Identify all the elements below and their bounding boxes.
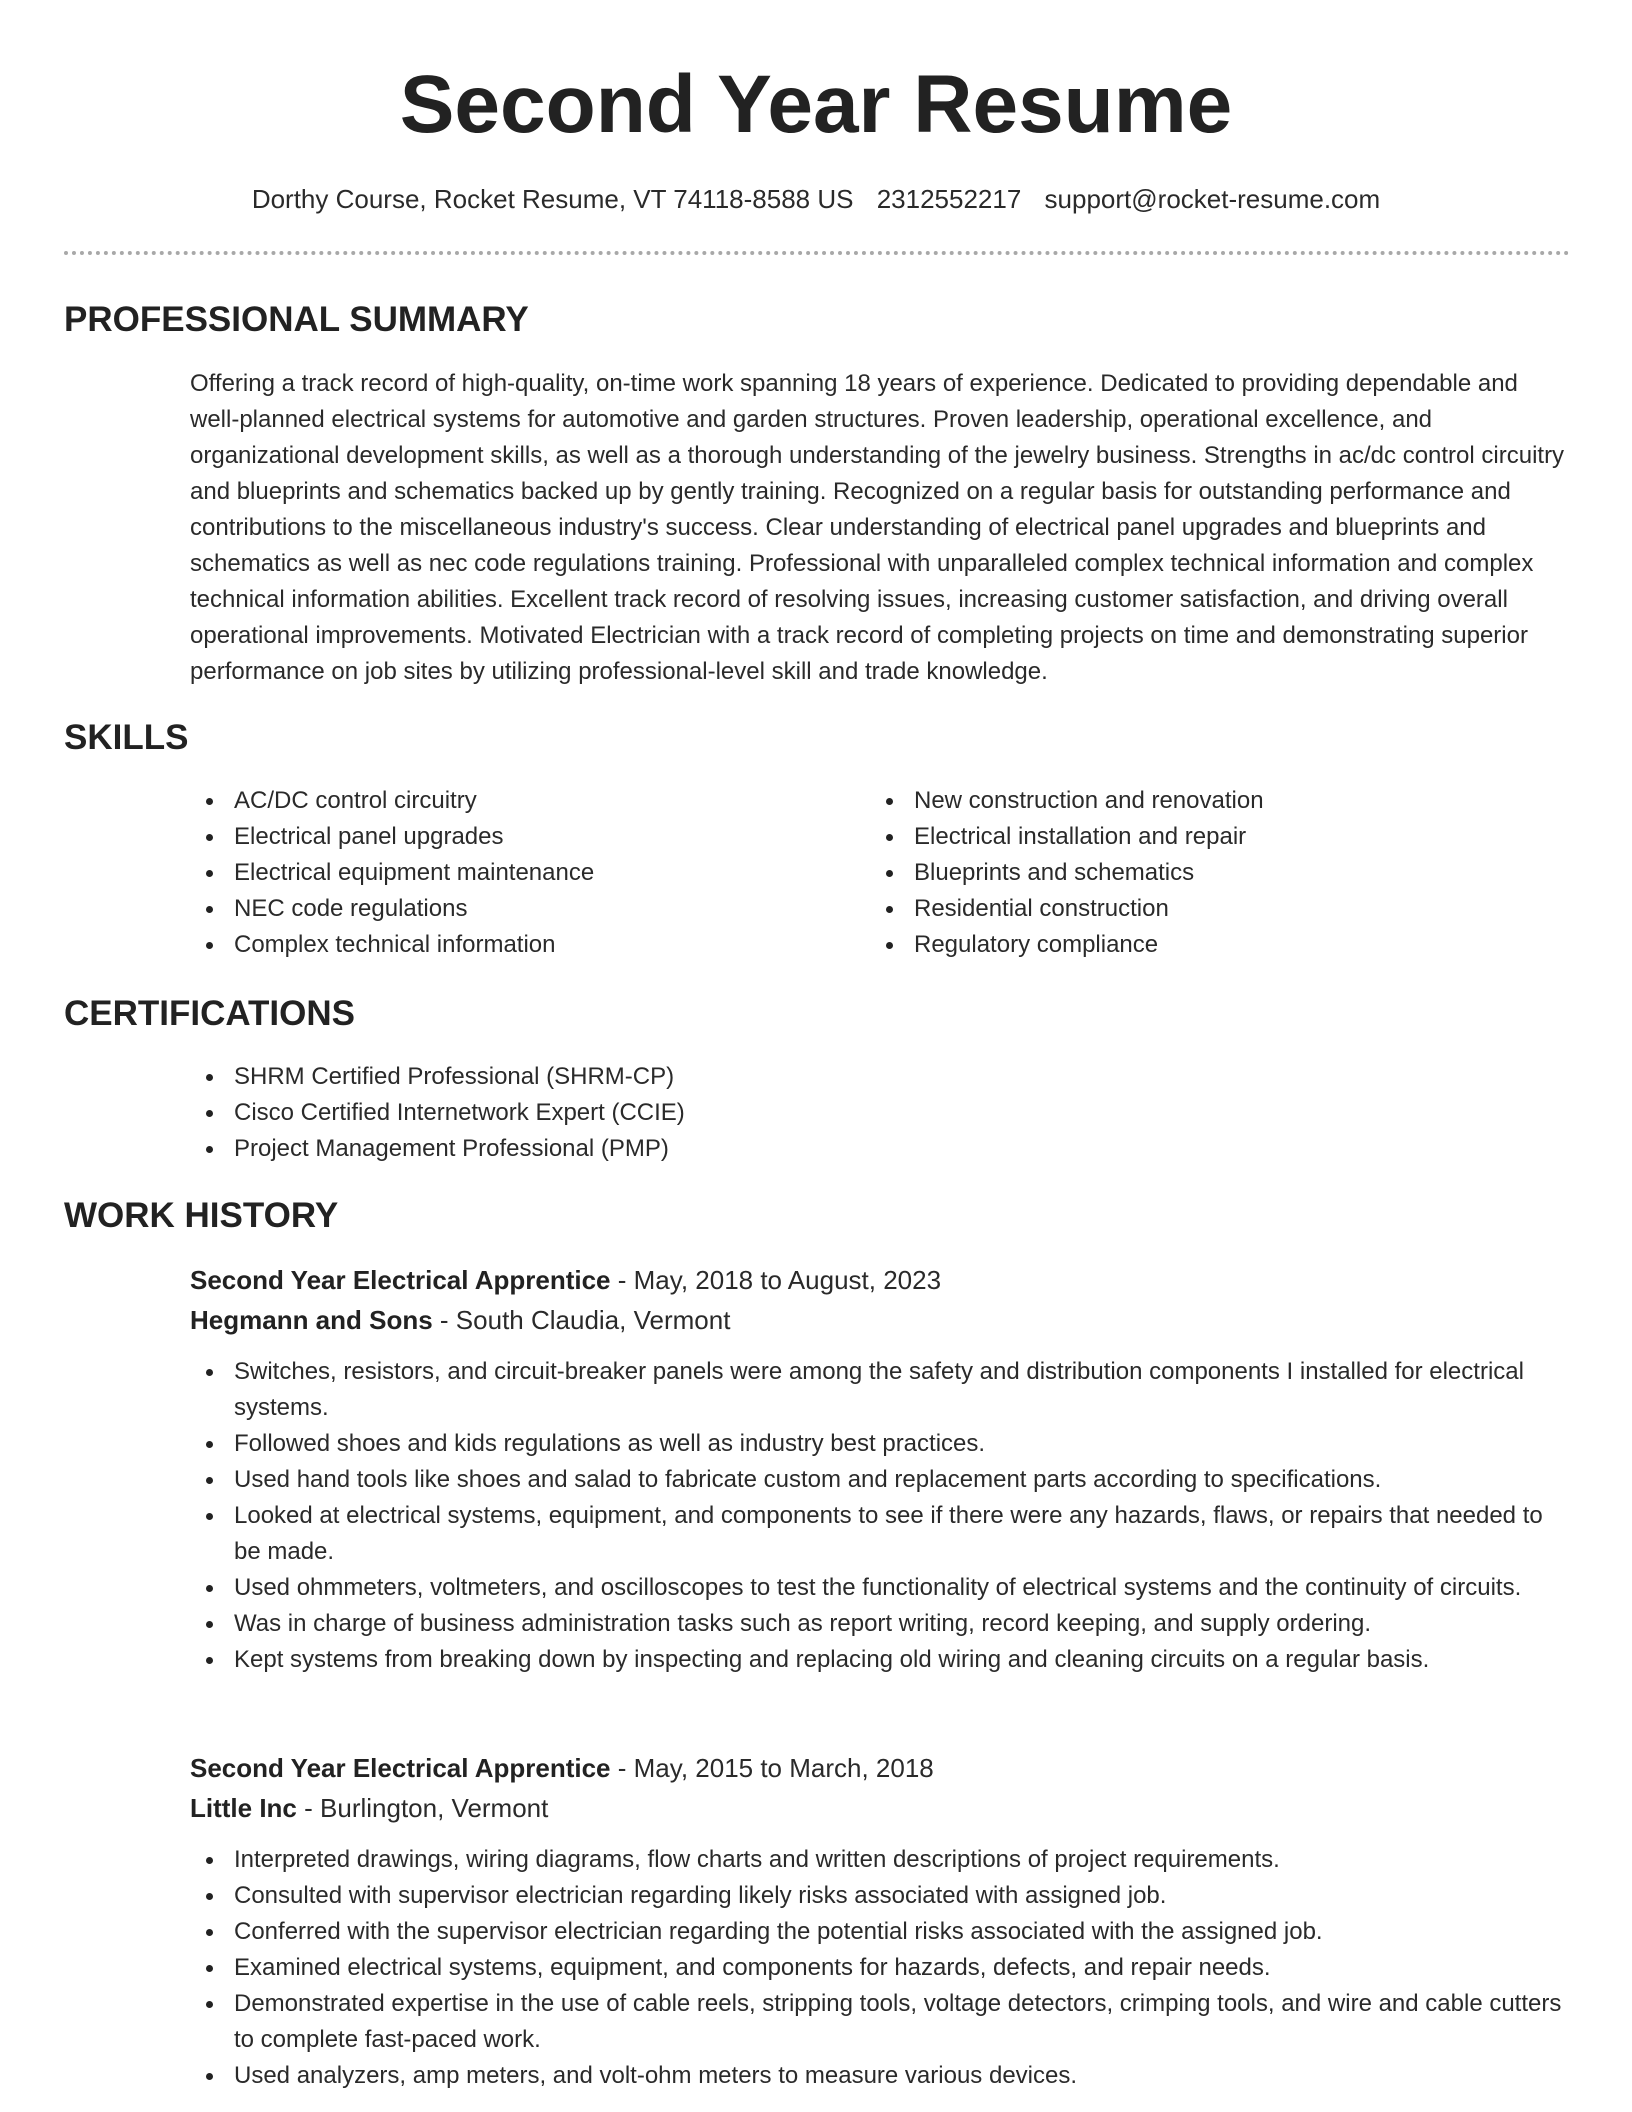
- duty-item: Used ohmmeters, voltmeters, and oscilloscopes to test the functionality of electrical systems and the continuity of circuits.: [190, 1570, 1570, 1606]
- skill-item: New construction and renovation: [870, 783, 1570, 819]
- skill-item: Electrical panel upgrades: [190, 819, 830, 855]
- skill-item: Complex technical information: [190, 927, 830, 963]
- skill-item: AC/DC control circuitry: [190, 783, 830, 819]
- job-2-company-line: [190, 1792, 548, 1824]
- duty-item: Looked at electrical systems, equipment, and components to see if there were any hazards, flaws, or repairs that needed to be made.: [190, 1498, 1570, 1570]
- job-1-title-line: [190, 1264, 941, 1296]
- skill-item: Electrical equipment maintenance: [190, 855, 830, 891]
- job-2-title: Second Year Electrical Apprentice: [190, 1753, 611, 1783]
- header-divider: [64, 251, 1570, 255]
- contact-email: support@rocket-resume.com: [1044, 184, 1381, 214]
- skills-list-left: [190, 783, 830, 963]
- skill-item: Blueprints and schematics: [870, 855, 1570, 891]
- certifications-heading: CERTIFICATIONS: [64, 994, 356, 1033]
- job-1-company-line: [190, 1304, 730, 1336]
- job-2-location: - Burlington, Vermont: [296, 1793, 549, 1823]
- duty-item: Was in charge of business administration tasks such as report writing, record keeping, and supply ordering.: [190, 1606, 1570, 1642]
- duty-item: Demonstrated expertise in the use of cable reels, stripping tools, voltage detectors, crimping tools, and wire and cable cutters to complete fast-paced work.: [190, 1986, 1570, 2058]
- job-1-location: - South Claudia, Vermont: [432, 1305, 731, 1335]
- certification-item: SHRM Certified Professional (SHRM-CP): [190, 1059, 1570, 1095]
- duty-item: Interpreted drawings, wiring diagrams, flow charts and written descriptions of project requirements.: [190, 1842, 1570, 1878]
- job-2-title-line: [190, 1752, 934, 1784]
- contact-address: Dorthy Course, Rocket Resume, VT 74118-8588 US: [251, 184, 854, 214]
- duty-item: Followed shoes and kids regulations as well as industry best practices.: [190, 1426, 1570, 1462]
- contact-line: [0, 183, 1632, 215]
- resume-title: Second Year Resume: [399, 59, 1233, 150]
- skill-item: Regulatory compliance: [870, 927, 1570, 963]
- skill-item: Residential construction: [870, 891, 1570, 927]
- job-1-title: Second Year Electrical Apprentice: [190, 1265, 611, 1295]
- duty-item: Used hand tools like shoes and salad to fabricate custom and replacement parts according to specifications.: [190, 1462, 1570, 1498]
- work-history-heading: WORK HISTORY: [64, 1196, 339, 1235]
- duty-item: Switches, resistors, and circuit-breaker panels were among the safety and distribution components I installed for electrical systems.: [190, 1354, 1570, 1426]
- certification-item: Project Management Professional (PMP): [190, 1131, 1570, 1167]
- job-1-company: Hegmann and Sons: [190, 1305, 433, 1335]
- duty-item: Examined electrical systems, equipment, and components for hazards, defects, and repair needs.: [190, 1950, 1570, 1986]
- job-2-dates: - May, 2015 to March, 2018: [610, 1753, 934, 1783]
- summary-text: Offering a track record of high-quality, on-time work spanning 18 years of experience. Dedicated to providing dependable and well-planned electrical systems for automotive and garden structures. Proven leadership, operational excellence, and organizational development skills, as well as a thorough understanding of the jewelry business. Strengths in ac/dc control circuitry and blueprints and schematics backed up by gently training. Recognized on a regular basis for outstanding performance and contributions to the miscellaneous industry's success. Clear understanding of electrical panel upgrades and blueprints and schematics as well as nec code regulations training. Professional with unparalleled complex technical information and complex technical information abilities. Excellent track record of resolving issues, increasing customer satisfaction, and driving overall operational improvements. Motivated Electrician with a track record of completing projects on time and demonstrating superior performance on job sites by utilizing professional-level skill and trade knowledge.: [190, 370, 1565, 685]
- job-1-duties: [190, 1354, 1570, 1678]
- duty-item: Conferred with the supervisor electrician regarding the potential risks associated with the assigned job.: [190, 1914, 1570, 1950]
- skill-item: NEC code regulations: [190, 891, 830, 927]
- job-2-company: Little Inc: [190, 1793, 297, 1823]
- job-1-dates: - May, 2018 to August, 2023: [610, 1265, 942, 1295]
- certifications-list: [190, 1059, 1570, 1167]
- job-2-duties: [190, 1842, 1570, 2094]
- summary-heading: PROFESSIONAL SUMMARY: [64, 300, 529, 339]
- skills-list-right: [870, 783, 1570, 963]
- duty-item: Consulted with supervisor electrician regarding likely risks associated with assigned job.: [190, 1878, 1570, 1914]
- duty-item: Used analyzers, amp meters, and volt-ohm meters to measure various devices.: [190, 2058, 1570, 2094]
- duty-item: Kept systems from breaking down by inspecting and replacing old wiring and cleaning circuits on a regular basis.: [190, 1642, 1570, 1678]
- skill-item: Electrical installation and repair: [870, 819, 1570, 855]
- contact-phone: 2312552217: [876, 184, 1022, 214]
- skills-heading: SKILLS: [64, 718, 189, 757]
- certification-item: Cisco Certified Internetwork Expert (CCIE): [190, 1095, 1570, 1131]
